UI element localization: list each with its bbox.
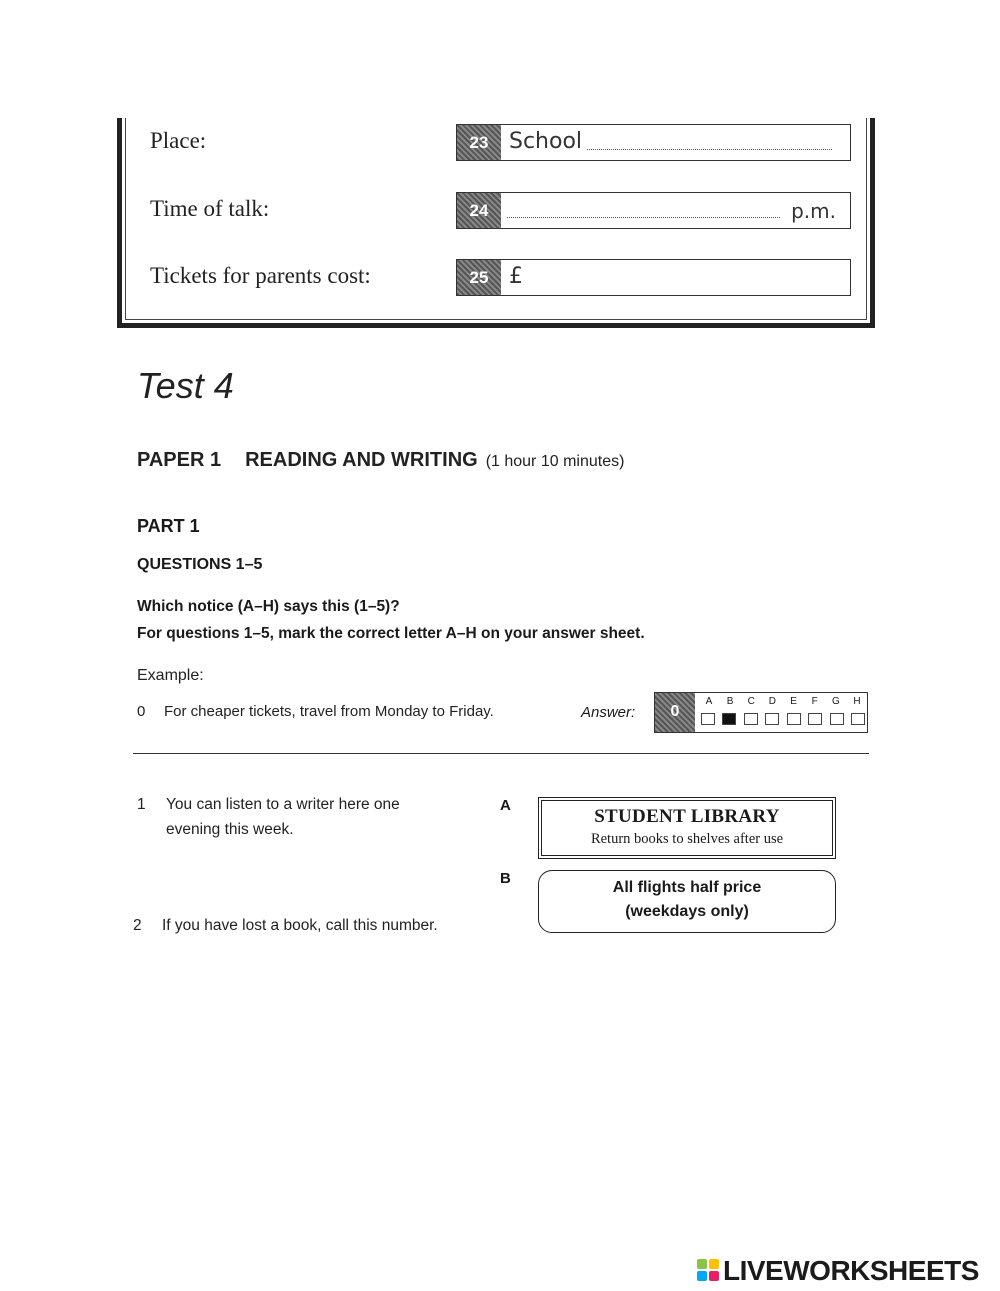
grid-letter: E xyxy=(790,696,797,707)
notice-letter-b: B xyxy=(500,870,511,887)
notice-a-title: STUDENT LIBRARY xyxy=(594,806,780,827)
answer-dotted-line xyxy=(507,217,780,218)
place-answer-field[interactable] xyxy=(456,124,851,161)
notice-b xyxy=(538,870,836,933)
grid-box xyxy=(830,713,844,725)
notice-a-text: Return books to shelves after use xyxy=(590,831,784,847)
test-title: Test 4 xyxy=(137,365,234,406)
currency-symbol: £ xyxy=(509,264,523,289)
questions-range: QUESTIONS 1–5 xyxy=(137,556,263,573)
example-label: Example: xyxy=(137,667,204,684)
grid-letter: F xyxy=(811,696,818,707)
logo-text: LIVEWORKSHEETS xyxy=(723,1255,979,1286)
notice-a xyxy=(538,797,836,859)
form-row-time xyxy=(122,192,870,232)
grid-letter: B xyxy=(726,696,734,707)
part-title: PART 1 xyxy=(137,516,200,536)
grid-box xyxy=(808,713,822,725)
notice-b-line-1: All flights half price xyxy=(612,879,762,896)
question-number-25: 25 xyxy=(457,260,501,295)
grid-box xyxy=(787,713,801,725)
form-label-place: Place: xyxy=(150,128,207,153)
example-number: 0 xyxy=(137,703,146,720)
grid-box xyxy=(765,713,779,725)
form-row-place xyxy=(122,124,870,164)
paper-section: READING AND WRITING xyxy=(245,449,478,471)
grid-letter: D xyxy=(768,696,777,707)
answer-dotted-line xyxy=(587,149,832,150)
instruction-line-2: For questions 1–5, mark the correct letter A–H on your answer sheet. xyxy=(137,625,645,642)
paper-heading xyxy=(137,449,624,472)
listening-form-box xyxy=(117,118,875,328)
notice-b-line-2: (weekdays only) xyxy=(625,903,749,920)
answer-grid-number: 0 xyxy=(655,693,695,732)
answer-grid-boxes xyxy=(701,713,865,725)
grid-box xyxy=(701,713,715,725)
notice-letter-a: A xyxy=(500,797,511,814)
tickets-answer-field[interactable] xyxy=(456,259,851,296)
question-number-23: 23 xyxy=(457,125,501,160)
answer-label: Answer: xyxy=(581,704,636,721)
example-answer-grid xyxy=(654,692,868,733)
question-text: If you have lost a book, call this number. xyxy=(162,917,438,934)
paper-number: PAPER 1 xyxy=(137,449,222,471)
place-answer-text: School xyxy=(509,129,583,154)
time-suffix: p.m. xyxy=(791,199,836,223)
grid-letter: G xyxy=(831,696,840,707)
answer-grid-letters xyxy=(701,696,865,707)
example-text: For cheaper tickets, travel from Monday to Friday. xyxy=(164,703,494,720)
form-label-time: Time of talk: xyxy=(150,196,270,221)
time-answer-field[interactable] xyxy=(456,192,851,229)
grid-box xyxy=(744,713,758,725)
grid-box xyxy=(851,713,865,725)
section-divider xyxy=(133,753,869,754)
grid-letter: H xyxy=(853,696,861,707)
question-number-24: 24 xyxy=(457,193,501,228)
instruction-line-1: Which notice (A–H) says this (1–5)? xyxy=(137,598,400,615)
form-row-tickets xyxy=(122,259,870,299)
grid-box xyxy=(722,713,736,725)
grid-letter: A xyxy=(705,696,713,707)
logo-mark-icon xyxy=(697,1259,719,1281)
form-label-tickets: Tickets for parents cost: xyxy=(150,263,371,288)
grid-letter: C xyxy=(747,696,755,707)
question-number: 2 xyxy=(133,917,142,934)
question-text: You can listen to a writer here one evening this week. xyxy=(166,796,400,838)
question-number: 1 xyxy=(137,796,146,813)
paper-duration: (1 hour 10 minutes) xyxy=(485,453,625,470)
